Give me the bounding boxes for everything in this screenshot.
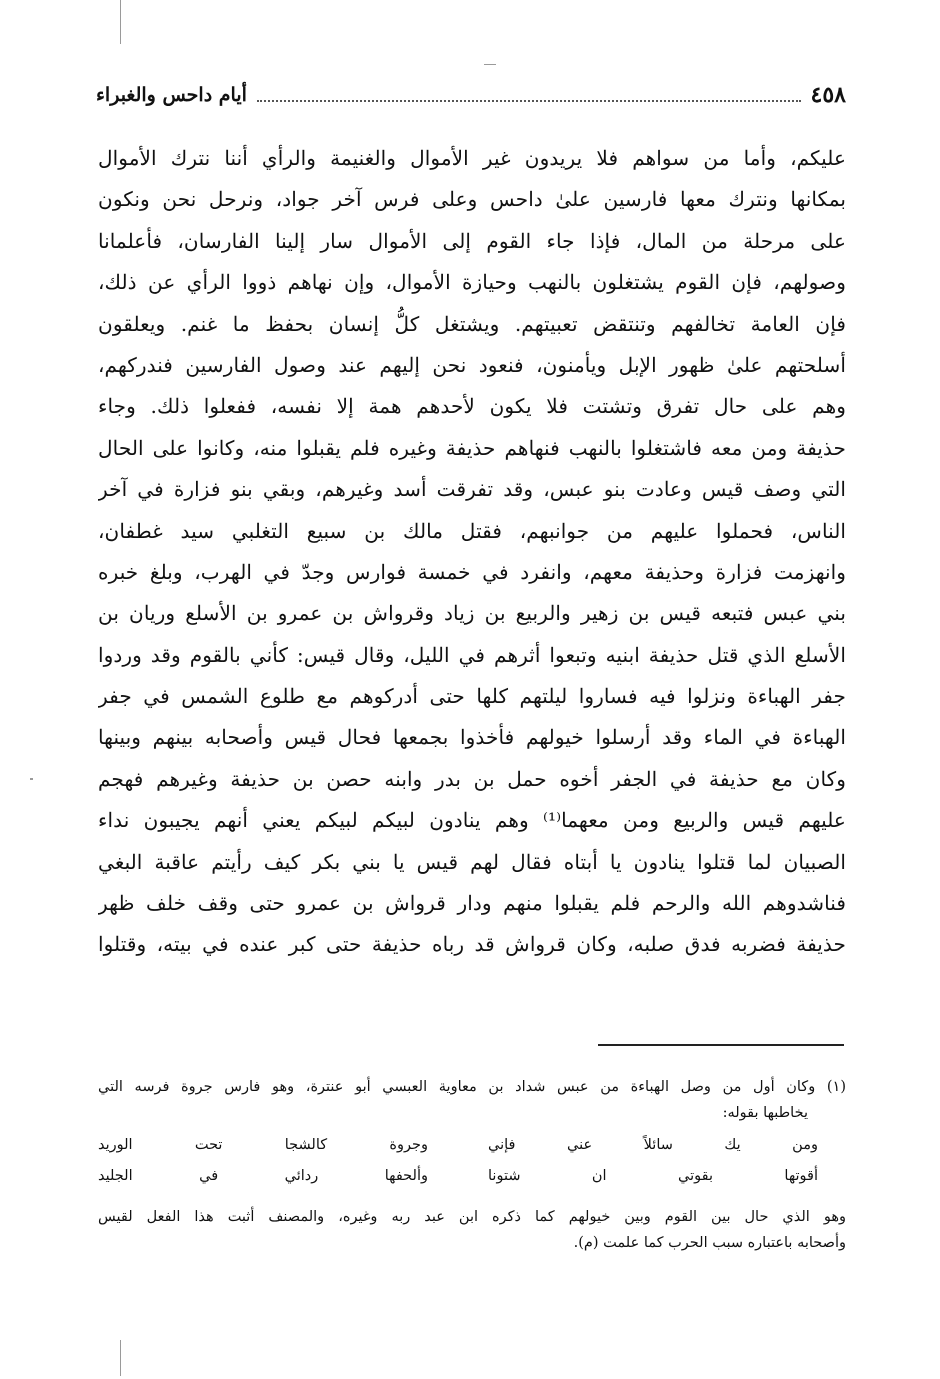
header-dotted-leader <box>257 100 801 102</box>
main-text <box>98 138 846 966</box>
text-line: فإن العامة تخالفهم وتنتقض تعبيتهم. ويشتغل كلُّ إنسان بحفظ ما غنم. ويعلقون <box>98 311 846 336</box>
footnote-line: يخاطبها بقوله: <box>722 1105 808 1121</box>
text-line: على مرحلة من المال، فإذا جاء القوم إلى الأموال سار إلينا الفارسان، فأعلمانا <box>98 228 846 253</box>
text-line: عليهم قيس والربيع ومن معهما⁽¹⁾ وهم ينادون لبيكم لبيكم يعني أنهم يجيبون نداء <box>98 808 846 833</box>
text-line: وهم على حال تفرق وتشتت فلا يكون لأحدهم همة إلا نفسه، ففعلوا ذلك. وجاء <box>98 394 846 419</box>
poem-verses <box>98 1130 846 1192</box>
text-line: التي وصف قيس وعادت بنو عبس، وقد تفرقت أسد وغيرهم، وبقي بنو فزارة في آخر <box>98 477 846 502</box>
text-line: الناس، فحملوا عليهم من جوانبهم، فقتل مالك بن سبيع التغلبي سيد غطفان، <box>98 518 846 543</box>
text-line: أسلحتهم علىٰ ظهور الإبل ويأمنون، فنعود نحن إليهم عند وصول الفارسين فندركهم، <box>98 352 846 377</box>
footnote-line: (١) وكان أول من وصل الهباءة من عبس شداد بن معاوية العبسي أبو عنترة، وهو فارس جروة فرسه التي <box>98 1079 846 1095</box>
page-number: ٤٥٨ <box>810 82 846 108</box>
verse-hemistich: وألحفها ردائي في الجليد <box>98 1168 428 1184</box>
footnote-line: وهو الذي حال بين القوم وبين خيولهم كما ذكره ابن عبد ربه وغيره، والمصنف أثبت هذا الفعل لقيس <box>98 1209 846 1225</box>
footnote <box>98 1074 846 1256</box>
text-line: عليكم، وأما من سواهم فلا يريدون غير الأموال والغنيمة والرأي أننا نترك الأموال <box>98 146 846 170</box>
text-line: بمكانها ونترك معها فارسين علىٰ داحس وعلى فرس آخر جواد، ونرحل نحن ونكون <box>98 187 846 212</box>
running-title: أيام داحس والغبراء <box>96 84 247 106</box>
scan-artifact <box>120 0 121 44</box>
text-line: الصبيان لما قتلوا ينادون يا أبتاه فقال لهم قيس يا بني بكر كيف رأيتم عاقبة البغي <box>98 849 846 874</box>
verse-hemistich: أقوتها بقوتي ان شتونا <box>488 1168 818 1184</box>
verse-hemistich: ومن يك سائلاً عني فإني <box>488 1137 818 1153</box>
scan-artifact <box>484 64 496 65</box>
verse-hemistich: وجروة كالشجا تحت الوريد <box>98 1137 428 1153</box>
text-line: حذيفة ومن معه فاشتغلوا بالنهب فنهاهم حذيفة وغيره فلم يقبلوا منه، وكانوا على الحال <box>98 435 846 460</box>
page-header <box>96 78 846 112</box>
text-line: الهباءة في الماء وقد أرسلوا خيولهم فأخذوا بجمعها فحال قيس وأصحابه بينهم وبينها <box>98 725 846 750</box>
text-line: وانهزمت فزارة وحذيفة معهم، وانفرد في خمسة فوارس وجدّ في الهرب، وبلغ خبره <box>98 559 846 584</box>
text-line: بني عبس فتبعه قيس بن زهير والربيع بن زياد وقرواش بن عمرو بن الأسلع وريان بن <box>98 601 846 626</box>
text-line: جفر الهباءة ونزلوا فيه فساروا ليلتهم كلها حتى أدركوهم مع طلوع الشمس في جفر <box>98 684 846 709</box>
text-line: وكان مع حذيفة في الجفر أخوه حمل بن بدر وابنه حصن بن حذيفة وغيرهم فهجم <box>98 766 846 791</box>
verse-row <box>98 1161 818 1192</box>
text-line: وصولهم، فإن القوم يشتغلون بالنهب وحيازة الأموال، وإن نهاهم ذووا الرأي عن ذلك، <box>98 270 846 295</box>
text-line: الأسلع الذي قتل حذيفة ابنيه وتبعوا أثرهم في الليل، وقال قيس: كأني بالقوم وقد وردوا <box>98 642 846 667</box>
verse-row <box>98 1130 818 1161</box>
scan-artifact <box>120 1340 121 1376</box>
footnote-line: وأصحابه باعتباره سبب الحرب كما علمت (م). <box>573 1235 846 1251</box>
footnote-separator <box>598 1044 844 1046</box>
text-line: حذيفة فضربه فدق صلبه، وكان قرواش قد رباه حذيفة حتى كبر عنده في بيته، وقتلوا <box>98 932 846 957</box>
text-line: فناشدوهم الله والرحم فلم يقبلوا منهم ودار قرواش بن عمرو حتى وقف خلف ظهر <box>98 891 846 916</box>
scan-artifact <box>30 778 33 780</box>
